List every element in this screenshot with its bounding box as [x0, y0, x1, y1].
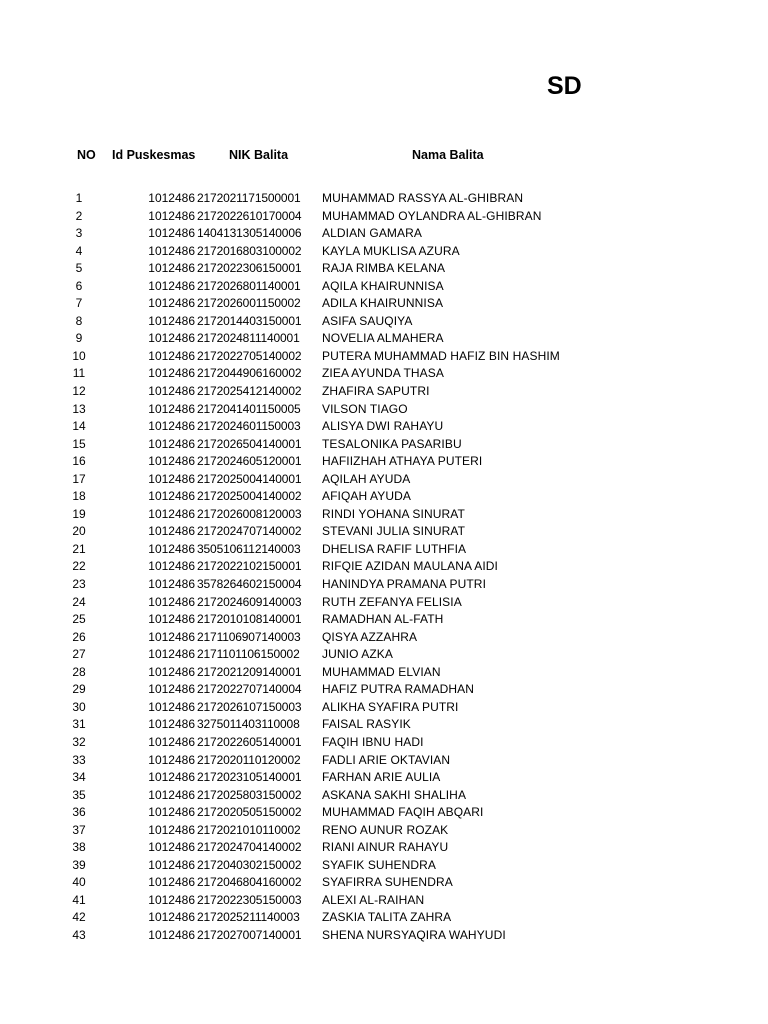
- row-number: 13: [72, 401, 86, 416]
- row-number: 10: [72, 348, 86, 363]
- row-number: 11: [72, 366, 86, 381]
- nama-balita-cell: VILSON TIAGO: [322, 401, 408, 416]
- header-nama-balita: Nama Balita: [412, 148, 484, 162]
- nik-balita-cell: 2172027007140001: [197, 927, 302, 942]
- nama-balita-cell: RAJA RIMBA KELANA: [322, 261, 446, 276]
- table-row: [0, 295, 768, 313]
- table-row: [0, 716, 768, 734]
- row-number: 3: [75, 226, 83, 241]
- nik-balita-cell: 2172024704140002: [197, 840, 302, 855]
- table-row: [0, 699, 768, 717]
- table-row: [0, 313, 768, 331]
- nama-balita-cell: MUHAMMAD OYLANDRA AL-GHIBRAN: [322, 208, 542, 223]
- table-row: [0, 787, 768, 805]
- nik-balita-cell: 2172021209140001: [197, 664, 302, 679]
- nik-balita-cell: 2172041401150005: [197, 401, 301, 416]
- nik-balita-cell: 2172020505150002: [197, 805, 302, 820]
- table-row: [0, 927, 768, 945]
- nik-balita-cell: 2171106907140003: [197, 629, 301, 644]
- id-puskesmas-cell: 1012486: [148, 541, 195, 556]
- nama-balita-cell: MUHAMMAD ELVIAN: [322, 664, 441, 679]
- id-puskesmas-cell: 1012486: [148, 261, 195, 276]
- id-puskesmas-cell: 1012486: [148, 699, 195, 714]
- nama-balita-cell: SHENA NURSYAQIRA WAHYUDI: [322, 927, 506, 942]
- row-number: 26: [72, 629, 86, 644]
- table-row: [0, 664, 768, 682]
- id-puskesmas-cell: 1012486: [148, 612, 195, 627]
- row-number: 6: [75, 278, 83, 293]
- nik-balita-cell: 3275011403110008: [197, 717, 300, 732]
- id-puskesmas-cell: 1012486: [148, 208, 195, 223]
- table-row: [0, 401, 768, 419]
- row-number: 43: [72, 927, 86, 942]
- nik-balita-cell: 2172023105140001: [197, 770, 302, 785]
- nik-balita-cell: 2172024605120001: [197, 454, 302, 469]
- nama-balita-cell: AFIQAH AYUDA: [322, 489, 411, 504]
- nama-balita-cell: HAFIZ PUTRA RAMADHAN: [322, 682, 475, 697]
- id-puskesmas-cell: 1012486: [148, 647, 195, 662]
- nik-balita-cell: 2172021010110002: [197, 822, 301, 837]
- id-puskesmas-cell: 1012486: [148, 278, 195, 293]
- id-puskesmas-cell: 1012486: [148, 436, 195, 451]
- table-row: [0, 541, 768, 559]
- nik-balita-cell: 2172022305150003: [197, 892, 302, 907]
- nik-balita-cell: 2172026107150003: [197, 699, 302, 714]
- nama-balita-cell: RINDI YOHANA SINURAT: [322, 506, 465, 521]
- id-puskesmas-cell: 1012486: [148, 366, 195, 381]
- table-row: [0, 453, 768, 471]
- nama-balita-cell: STEVANI JULIA SINURAT: [322, 524, 466, 539]
- nik-balita-cell: 2172024707140002: [197, 524, 302, 539]
- table-row: [0, 208, 768, 226]
- nik-balita-cell: 2171101106150002: [197, 647, 300, 662]
- nik-balita-cell: 2172024601150003: [197, 419, 301, 434]
- nama-balita-cell: ZIEA AYUNDA THASA: [322, 366, 444, 381]
- id-puskesmas-cell: 1012486: [148, 454, 195, 469]
- id-puskesmas-cell: 1012486: [148, 313, 195, 328]
- table-row: [0, 822, 768, 840]
- nik-balita-cell: 2172024609140003: [197, 594, 302, 609]
- nama-balita-cell: DHELISA RAFIF LUTHFIA: [322, 541, 467, 556]
- nama-balita-cell: KAYLA MUKLISA AZURA: [322, 243, 460, 258]
- id-puskesmas-cell: 1012486: [148, 734, 195, 749]
- nik-balita-cell: 2172026504140001: [197, 436, 302, 451]
- row-number: 24: [72, 594, 86, 609]
- row-number: 7: [75, 296, 83, 311]
- row-number: 5: [75, 261, 83, 276]
- nama-balita-cell: ZASKIA TALITA ZAHRA: [322, 910, 452, 925]
- row-number: 40: [72, 875, 86, 890]
- row-number: 41: [72, 892, 86, 907]
- table-row: [0, 646, 768, 664]
- table-row: [0, 874, 768, 892]
- row-number: 20: [72, 524, 86, 539]
- table-row: [0, 348, 768, 366]
- row-number: 37: [72, 822, 86, 837]
- nama-balita-cell: JUNIO AZKA: [322, 647, 394, 662]
- row-number: 17: [72, 471, 86, 486]
- table-row: [0, 752, 768, 770]
- table-row: [0, 892, 768, 910]
- id-puskesmas-cell: 1012486: [148, 594, 195, 609]
- nik-balita-cell: 2172022306150001: [197, 261, 302, 276]
- row-number: 18: [72, 489, 86, 504]
- id-puskesmas-cell: 1012486: [148, 787, 195, 802]
- row-number: 1: [75, 191, 83, 205]
- nik-balita-cell: 2172022705140002: [197, 348, 302, 363]
- nama-balita-cell: SYAFIK SUHENDRA: [322, 857, 436, 872]
- row-number: 32: [72, 734, 86, 749]
- nama-balita-cell: HANINDYA PRAMANA PUTRI: [322, 577, 487, 592]
- row-number: 30: [72, 699, 86, 714]
- table-row: [0, 365, 768, 383]
- table-row: [0, 839, 768, 857]
- table-row: [0, 436, 768, 454]
- nama-balita-cell: PUTERA MUHAMMAD HAFIZ BIN HASHIM: [322, 348, 560, 363]
- id-puskesmas-cell: 1012486: [148, 717, 195, 732]
- row-number: 36: [72, 805, 86, 820]
- nik-balita-cell: 2172044906160002: [197, 366, 302, 381]
- row-number: 42: [72, 910, 86, 925]
- id-puskesmas-cell: 1012486: [148, 629, 195, 644]
- table-row: [0, 278, 768, 296]
- id-puskesmas-cell: 1012486: [148, 226, 195, 241]
- nama-balita-cell: ALIKHA SYAFIRA PUTRI: [322, 699, 459, 714]
- nik-balita-cell: 3505106112140003: [197, 541, 301, 556]
- nik-balita-cell: 2172026008120003: [197, 506, 302, 521]
- row-number: 4: [75, 243, 83, 258]
- table-row: [0, 558, 768, 576]
- nama-balita-cell: MUHAMMAD RASSYA AL-GHIBRAN: [322, 191, 524, 205]
- row-number: 39: [72, 857, 86, 872]
- row-number: 33: [72, 752, 86, 767]
- nik-balita-cell: 3578264602150004: [197, 577, 302, 592]
- row-number: 12: [72, 384, 86, 399]
- header-nik-balita: NIK Balita: [229, 148, 289, 162]
- id-puskesmas-cell: 1012486: [148, 191, 195, 205]
- nik-balita-cell: 2172020110120002: [197, 752, 301, 767]
- table-row: [0, 471, 768, 489]
- id-puskesmas-cell: 1012486: [148, 471, 195, 486]
- nama-balita-cell: ADILA KHAIRUNNISA: [322, 296, 444, 311]
- nik-balita-cell: 2172025004140002: [197, 489, 302, 504]
- nik-balita-cell: 2172025211140003: [197, 910, 300, 925]
- row-number: 35: [72, 787, 86, 802]
- id-puskesmas-cell: 1012486: [148, 892, 195, 907]
- id-puskesmas-cell: 1012486: [148, 770, 195, 785]
- id-puskesmas-cell: 1012486: [148, 506, 195, 521]
- header-no: NO: [77, 148, 96, 162]
- nik-balita-cell: 2172025004140001: [197, 471, 302, 486]
- nik-balita-cell: 2172021171500001: [197, 191, 301, 205]
- nik-balita-cell: 2172025412140002: [197, 384, 302, 399]
- id-puskesmas-cell: 1012486: [148, 927, 195, 942]
- row-number: 21: [72, 541, 86, 556]
- row-number: 16: [72, 454, 86, 469]
- nama-balita-cell: RIANI AINUR RAHAYU: [322, 840, 449, 855]
- nik-balita-cell: 2172024811140001: [197, 331, 300, 346]
- table-row: [0, 243, 768, 261]
- nik-balita-cell: 2172040302150002: [197, 857, 302, 872]
- nama-balita-cell: RENO AUNUR ROZAK: [322, 822, 449, 837]
- nama-balita-cell: QISYA AZZAHRA: [322, 629, 418, 644]
- id-puskesmas-cell: 1012486: [148, 682, 195, 697]
- table-row: [0, 576, 768, 594]
- id-puskesmas-cell: 1012486: [148, 910, 195, 925]
- nama-balita-cell: ASIFA SAUQIYA: [322, 313, 413, 328]
- nama-balita-cell: ALDIAN GAMARA: [322, 226, 422, 241]
- nama-balita-cell: AQILAH AYUDA: [322, 471, 411, 486]
- table-row: [0, 418, 768, 436]
- header-id-puskesmas: Id Puskesmas: [112, 148, 196, 162]
- nama-balita-cell: HAFIIZHAH ATHAYA PUTERI: [322, 454, 483, 469]
- nama-balita-cell: ALISYA DWI RAHAYU: [322, 419, 444, 434]
- id-puskesmas-cell: 1012486: [148, 752, 195, 767]
- table-row: [0, 523, 768, 541]
- nik-balita-cell: 2172016803100002: [197, 243, 302, 258]
- id-puskesmas-cell: 1012486: [148, 875, 195, 890]
- table-row: [0, 330, 768, 348]
- nama-balita-cell: ASKANA SAKHI SHALIHA: [322, 787, 467, 802]
- table-row: [0, 629, 768, 647]
- nik-balita-cell: 2172022102150001: [197, 559, 302, 574]
- nik-balita-cell: 2172022707140004: [197, 682, 302, 697]
- table-row: [0, 488, 768, 506]
- nik-balita-cell: 2172046804160002: [197, 875, 302, 890]
- nama-balita-cell: RAMADHAN AL-FATH: [322, 612, 444, 627]
- table-row: [0, 383, 768, 401]
- nik-balita-cell: 2172022605140001: [197, 734, 302, 749]
- id-puskesmas-cell: 1012486: [148, 243, 195, 258]
- nik-balita-cell: 2172026801140001: [197, 278, 301, 293]
- table-row: [0, 260, 768, 278]
- nama-balita-cell: SYAFIRRA SUHENDRA: [322, 875, 453, 890]
- row-number: 28: [72, 664, 86, 679]
- row-number: 29: [72, 682, 86, 697]
- id-puskesmas-cell: 1012486: [148, 401, 195, 416]
- row-number: 22: [72, 559, 86, 574]
- data-table-body: [0, 190, 768, 945]
- row-number: 14: [72, 419, 86, 434]
- id-puskesmas-cell: 1012486: [148, 524, 195, 539]
- nama-balita-cell: FARHAN ARIE AULIA: [322, 770, 441, 785]
- nama-balita-cell: FADLI ARIE OKTAVIAN: [322, 752, 451, 767]
- table-row: [0, 225, 768, 243]
- nik-balita-cell: 2172014403150001: [197, 313, 302, 328]
- row-number: 23: [72, 577, 86, 592]
- id-puskesmas-cell: 1012486: [148, 296, 195, 311]
- table-row: [0, 611, 768, 629]
- nama-balita-cell: ALEXI AL-RAIHAN: [322, 892, 425, 907]
- nik-balita-cell: 1404131305140006: [197, 226, 302, 241]
- nama-balita-cell: FAISAL RASYIK: [322, 717, 411, 732]
- nama-balita-cell: AQILA KHAIRUNNISA: [322, 278, 444, 293]
- table-row: [0, 681, 768, 699]
- row-number: 31: [72, 717, 86, 732]
- row-number: 8: [75, 313, 83, 328]
- id-puskesmas-cell: 1012486: [148, 664, 195, 679]
- nama-balita-cell: MUHAMMAD FAQIH ABQARI: [322, 805, 484, 820]
- id-puskesmas-cell: 1012486: [148, 857, 195, 872]
- id-puskesmas-cell: 1012486: [148, 419, 195, 434]
- id-puskesmas-cell: 1012486: [148, 577, 195, 592]
- nama-balita-cell: ZHAFIRA SAPUTRI: [322, 384, 430, 399]
- row-number: 34: [72, 770, 86, 785]
- row-number: 27: [72, 647, 86, 662]
- id-puskesmas-cell: 1012486: [148, 331, 195, 346]
- id-puskesmas-cell: 1012486: [148, 384, 195, 399]
- table-row: [0, 190, 768, 208]
- nama-balita-cell: TESALONIKA PASARIBU: [322, 436, 462, 451]
- id-puskesmas-cell: 1012486: [148, 489, 195, 504]
- nik-balita-cell: 2172022610170004: [197, 208, 302, 223]
- page-title: SD: [547, 72, 582, 100]
- row-number: 9: [75, 331, 83, 346]
- row-number: 2: [75, 208, 83, 223]
- id-puskesmas-cell: 1012486: [148, 840, 195, 855]
- row-number: 15: [72, 436, 86, 451]
- table-row: [0, 769, 768, 787]
- row-number: 25: [72, 612, 86, 627]
- nik-balita-cell: 2172025803150002: [197, 787, 302, 802]
- table-row: [0, 909, 768, 927]
- id-puskesmas-cell: 1012486: [148, 348, 195, 363]
- row-number: 19: [72, 506, 86, 521]
- row-number: 38: [72, 840, 86, 855]
- table-row: [0, 506, 768, 524]
- nik-balita-cell: 2172026001150002: [197, 296, 301, 311]
- table-row: [0, 804, 768, 822]
- nama-balita-cell: RUTH ZEFANYA FELISIA: [322, 594, 462, 609]
- id-puskesmas-cell: 1012486: [148, 805, 195, 820]
- table-row: [0, 857, 768, 875]
- id-puskesmas-cell: 1012486: [148, 822, 195, 837]
- table-row: [0, 734, 768, 752]
- nik-balita-cell: 2172010108140001: [197, 612, 302, 627]
- nama-balita-cell: FAQIH IBNU HADI: [322, 734, 424, 749]
- table-row: [0, 594, 768, 612]
- nama-balita-cell: NOVELIA ALMAHERA: [322, 331, 444, 346]
- id-puskesmas-cell: 1012486: [148, 559, 195, 574]
- nama-balita-cell: RIFQIE AZIDAN MAULANA AIDI: [322, 559, 498, 574]
